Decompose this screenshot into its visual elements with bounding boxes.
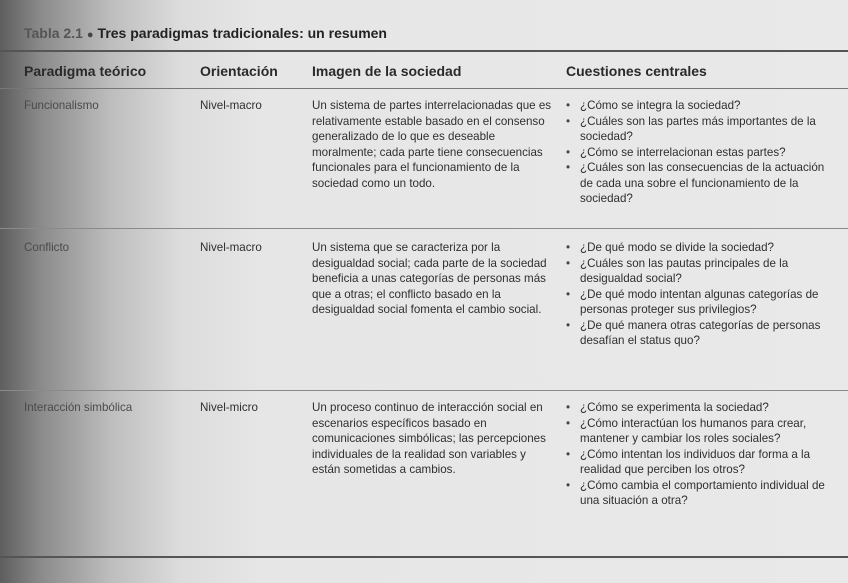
header-rule (0, 88, 848, 89)
top-rule (0, 50, 848, 52)
row-2-orientacion: Nivel-macro (200, 241, 262, 254)
row-divider (0, 390, 848, 391)
list-item: • ¿Cómo cambia el comportamiento individual de una situación a otra? (566, 478, 828, 509)
header-orientacion: Orientación (200, 63, 278, 79)
header-cuestiones: Cuestiones centrales (566, 63, 707, 79)
list-item: • ¿Cómo interactúan los humanos para crear, mantener y cambiar los roles sociales? (566, 416, 828, 447)
header-imagen: Imagen de la sociedad (312, 63, 462, 79)
row-2-cuestiones (566, 240, 828, 349)
table-caption (24, 25, 387, 41)
row-divider (0, 228, 848, 229)
table-number: Tabla 2.1 (24, 25, 83, 41)
table-title: Tres paradigmas tradicionales: un resumen (97, 25, 387, 41)
list-item: • ¿Cómo intentan los individuos dar forma a la realidad que perciben los otros? (566, 447, 828, 478)
list-item: • ¿Cuáles son las partes más importantes de la sociedad? (566, 114, 828, 145)
header-paradigma: Paradigma teórico (24, 63, 147, 79)
row-3-paradigma: Interacción simbólica (24, 401, 133, 414)
list-item: • ¿Cómo se integra la sociedad? (566, 98, 828, 114)
row-1-cuestiones (566, 98, 828, 207)
list-item: • ¿Cuáles son las consecuencias de la actuación de cada una sobre el funcionamiento de la sociedad? (566, 160, 828, 207)
row-3-cuestiones (566, 400, 828, 509)
row-3-imagen: Un proceso continuo de interacción social en escenarios específicos basado en comunicaciones simbólicas; las percepciones individuales de la realidad son variables y están sometidas a cambios. (312, 401, 546, 476)
row-1-imagen: Un sistema de partes interrelacionadas que es relativamente estable basado en el consenso generalizado de lo que es deseable moralmente; cada parte tiene consecuencias funcionales para el funcionamiento de la sociedad como un todo. (312, 99, 552, 190)
row-3-orientacion: Nivel-micro (200, 401, 258, 414)
row-1-paradigma: Funcionalismo (24, 99, 99, 112)
list-item: • ¿De qué modo intentan algunas categorías de personas proteger sus privilegios? (566, 287, 828, 318)
row-2-imagen: Un sistema que se caracteriza por la desigualdad social; cada parte de la sociedad beneficia a unas categorías de personas más que a otras; el conflicto basado en la desigualdad social fomenta el cambio social. (312, 241, 547, 316)
list-item: • ¿De qué modo se divide la sociedad? (566, 240, 828, 256)
bullet-dot-icon: ● (86, 29, 94, 41)
bottom-rule (0, 556, 848, 558)
row-1-orientacion: Nivel-macro (200, 99, 262, 112)
list-item: • ¿De qué manera otras categorías de personas desafían el status quo? (566, 318, 828, 349)
list-item: • ¿Cómo se experimenta la sociedad? (566, 400, 828, 416)
row-2-paradigma: Conflicto (24, 241, 70, 254)
list-item: • ¿Cuáles son las pautas principales de la desigualdad social? (566, 256, 828, 287)
list-item: • ¿Cómo se interrelacionan estas partes? (566, 145, 828, 161)
